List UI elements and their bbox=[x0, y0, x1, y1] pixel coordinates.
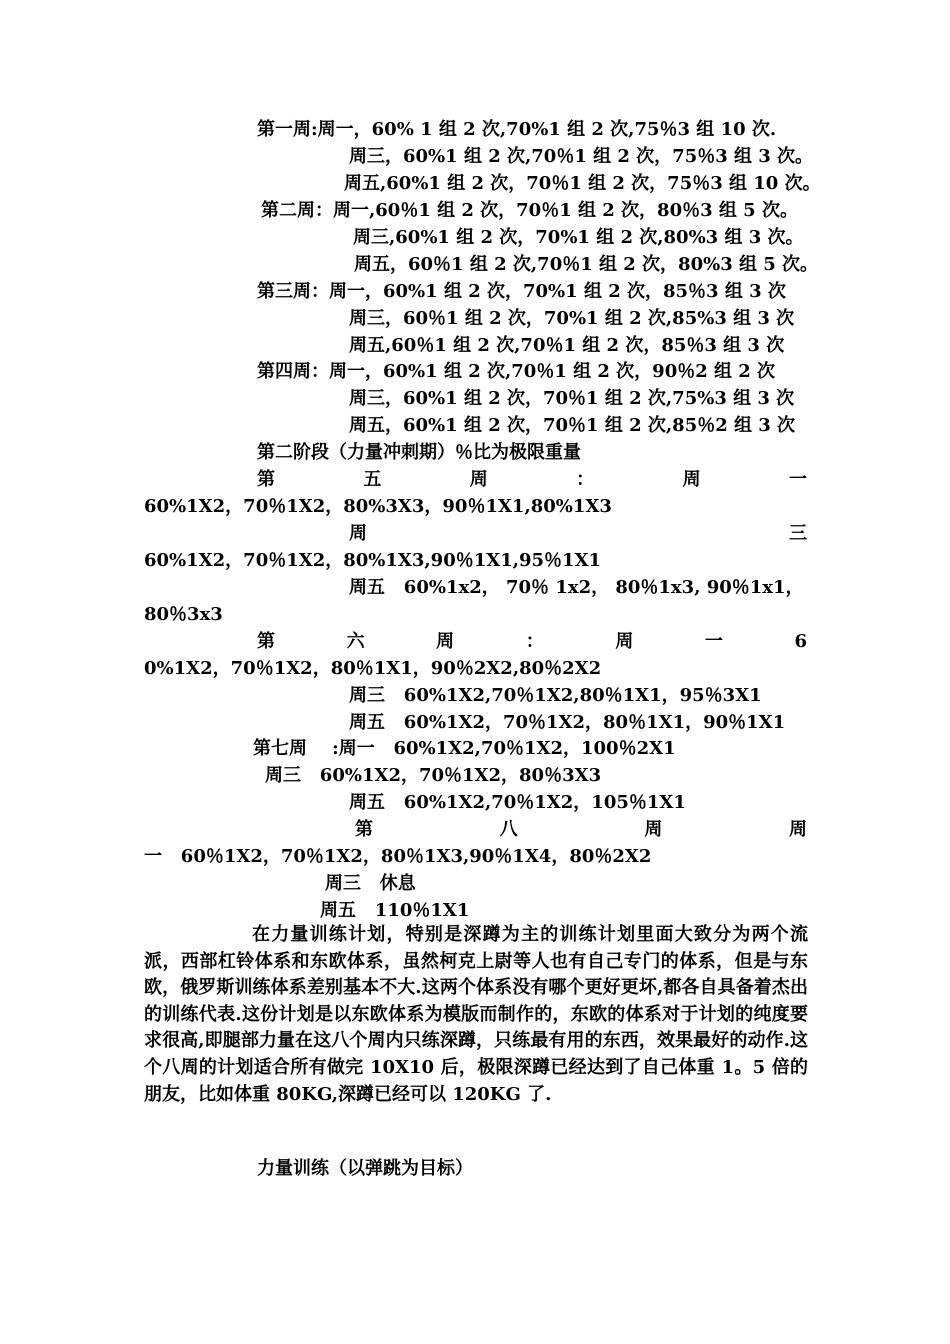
week6-monday-tail: 0%1X2，70％1X2，80％1X1，90％2X2,80％2X2 bbox=[144, 658, 602, 679]
week4-monday: 第四周：周一，60%1 组 2 次,70％1 组 2 次，90％2 组 2 次 bbox=[257, 361, 776, 382]
week5-head-char: 第 bbox=[257, 469, 275, 490]
week5-monday-head bbox=[257, 467, 807, 493]
week4-wednesday: 周三，60%1 组 2 次，70％1 组 2 次,75%3 组 3 次 bbox=[349, 388, 795, 409]
week6-head-char: 6 bbox=[794, 631, 807, 652]
week5-head-char: ： bbox=[576, 469, 595, 490]
week5-wed-head-char: 三 bbox=[789, 523, 807, 544]
week1-wednesday: 周三，60%1 组 2 次,70％1 组 2 次，75％3 组 3 次。 bbox=[349, 146, 814, 167]
week7-friday: 周五 60%1X2,70％1X2，105％1X1 bbox=[349, 792, 686, 813]
week3-friday: 周五,60％1 组 2 次,70％1 组 2 次，85％3 组 3 次 bbox=[349, 335, 785, 356]
week5-head-char: 一 bbox=[788, 469, 807, 490]
week3-wednesday: 周三，60％1 组 2 次，70%1 组 2 次,85%3 组 3 次 bbox=[349, 308, 795, 329]
week8-head-char: 周 bbox=[788, 819, 807, 840]
week7-monday: 第七周 :周一 60%1X2,70％1X2，100％2X1 bbox=[253, 738, 676, 759]
week6-head-char: ： bbox=[525, 631, 544, 652]
week5-friday-tail: 80％3x3 bbox=[144, 604, 223, 625]
week8-monday-head bbox=[355, 817, 807, 843]
phase2-title: 第二阶段（力量冲刺期）％比为极限重量 bbox=[257, 442, 581, 463]
week1-friday: 周五,60%1 组 2 次，70％1 组 2 次，75％3 组 10 次。 bbox=[344, 173, 821, 194]
week2-monday: 第二周：周一,60％1 组 2 次，70％1 组 2 次，80％3 组 5 次。 bbox=[261, 200, 798, 221]
week8-head-char: 八 bbox=[499, 819, 518, 840]
week6-wednesday: 周三 60%1X2,70％1X2,80％1X1，95％3X1 bbox=[349, 685, 762, 706]
week7-wednesday: 周三 60%1X2，70％1X2，80％3X3 bbox=[265, 765, 602, 786]
week8-head-char: 周 bbox=[644, 819, 663, 840]
week6-head-char: 一 bbox=[704, 631, 723, 652]
week2-wednesday: 周三,60%1 组 2 次，70%1 组 2 次,80%3 组 3 次。 bbox=[353, 227, 804, 248]
week8-monday-tail: 一 60％1X2，70％1X2，80％1X3,90％1X4，80％2X2 bbox=[144, 846, 652, 867]
week8-friday: 周五 110％1X1 bbox=[320, 900, 470, 921]
week5-head-char: 周 bbox=[469, 469, 488, 490]
week5-friday: 周五 60%1x2， 70％ 1x2， 80％1x3, 90％1x1， bbox=[349, 577, 804, 598]
week1-monday: 第一周:周一，60% 1 组 2 次,70%1 组 2 次,75％3 组 10 次. bbox=[257, 119, 777, 140]
week6-head-char: 第 bbox=[257, 631, 275, 652]
week5-wednesday-head bbox=[349, 521, 807, 547]
week5-head-char: 周 bbox=[682, 469, 701, 490]
week5-monday-tail: 60%1X2，70％1X2，80%3X3，90％1X1,80%1X3 bbox=[144, 496, 612, 517]
week8-wednesday: 周三 休息 bbox=[325, 873, 416, 894]
week8-head-char: 第 bbox=[355, 819, 373, 840]
week6-head-char: 六 bbox=[346, 631, 365, 652]
week6-monday-head bbox=[257, 629, 807, 655]
body-paragraph: 在力量训练计划，特别是深蹲为主的训练计划里面大致分为两个流派，西部杠铃体系和东欧体系，虽然柯克上尉等人也有自己专门的体系，但是与东欧，俄罗斯训练体系差别基本不大.这两个体系没有哪个更好更坏,都各自具备着杰出的训练代表.这份计划是以东欧体系为模版而制作的，东欧的体系对于计划的纯度要求很高,即腿部力量在这八个周内只练深蹲，只练最有用的东西，效果最好的动作.这个八周的计划适合所有做完 10X10 后，极限深蹲已经达到了自己体重 1。5 倍的朋友，比如体重 80KG,深蹲已经可以 120KG 了. bbox=[144, 924, 808, 1105]
section-heading: 力量训练（以弹跳为目标） bbox=[257, 1158, 473, 1179]
week6-friday: 周五 60%1X2，70％1X2，80％1X1，90％1X1 bbox=[349, 712, 786, 733]
week3-monday: 第三周：周一，60%1 组 2 次，70%1 组 2 次，85％3 组 3 次 bbox=[257, 281, 786, 302]
week5-wednesday-tail: 60%1X2，70％1X2，80%1X3,90％1X1,95％1X1 bbox=[144, 550, 602, 571]
week2-friday: 周五，60％1 组 2 次,70％1 组 2 次，80%3 组 5 次。 bbox=[354, 254, 819, 275]
week6-head-char: 周 bbox=[436, 631, 455, 652]
week4-friday: 周五，60%1 组 2 次，70％1 组 2 次,85％2 组 3 次 bbox=[349, 415, 796, 436]
week6-head-char: 周 bbox=[615, 631, 634, 652]
week5-head-char: 五 bbox=[363, 469, 382, 490]
week5-wed-head-char: 周 bbox=[349, 523, 367, 544]
